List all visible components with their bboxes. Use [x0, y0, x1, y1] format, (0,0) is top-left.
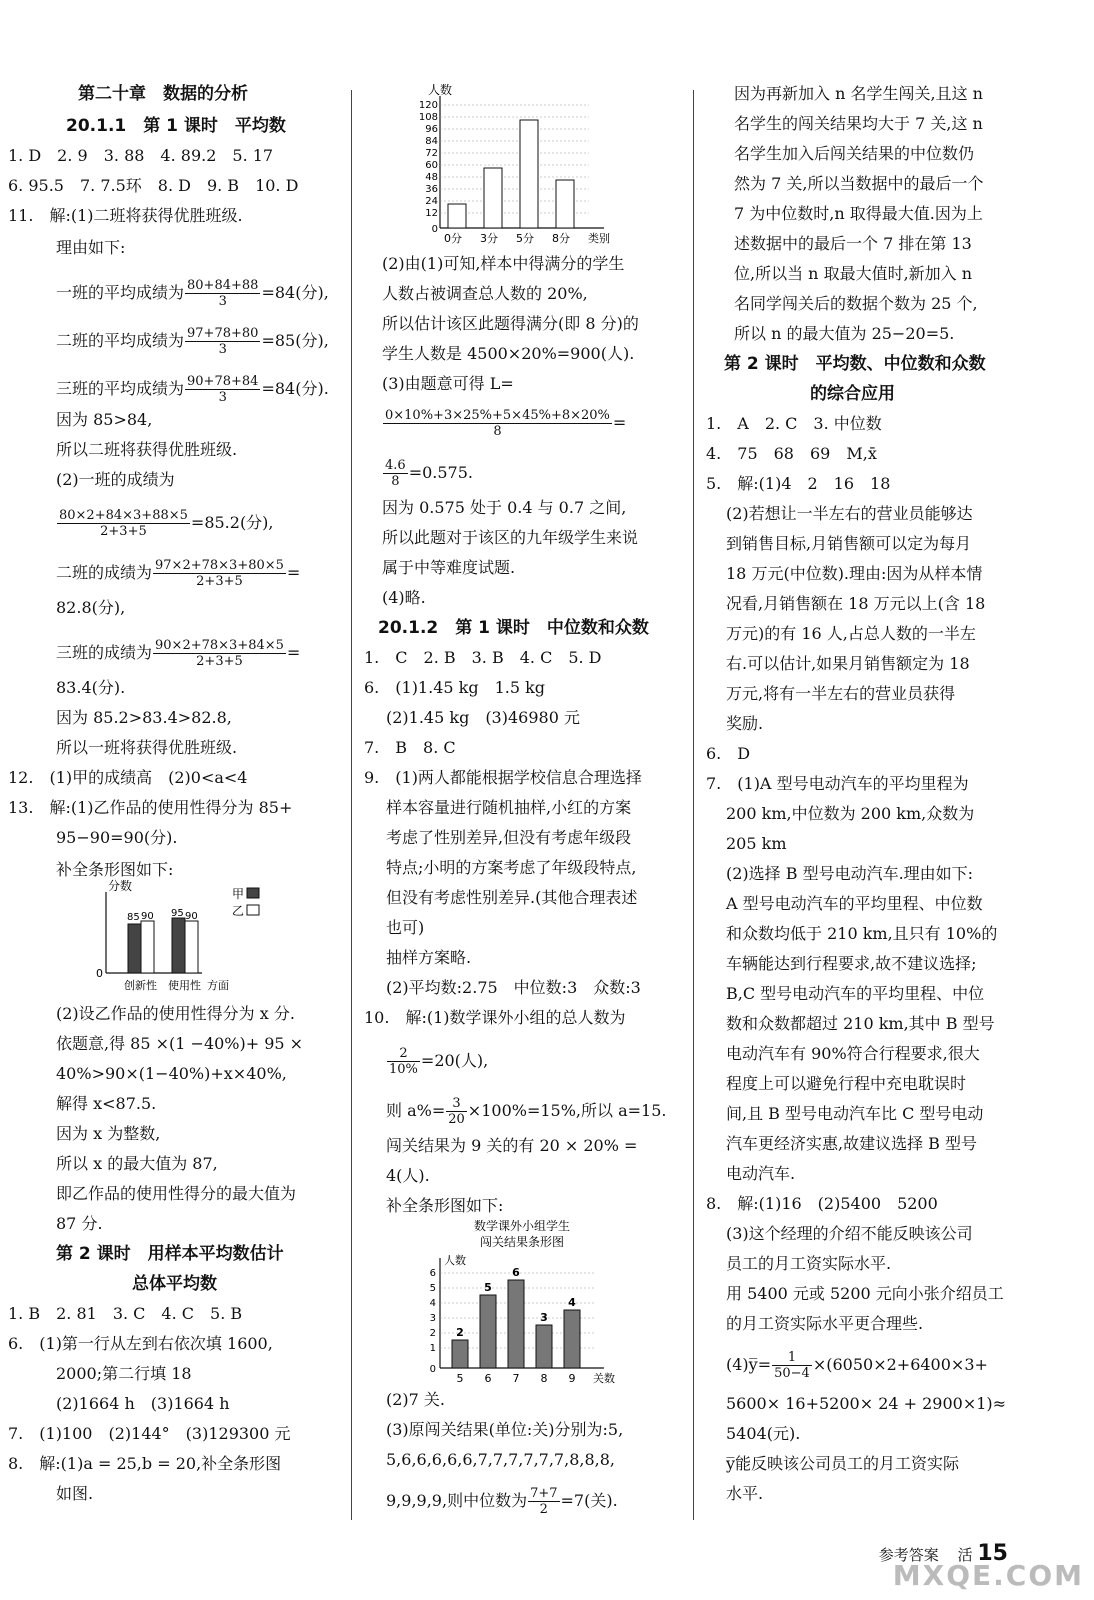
answer-line: (3)这个经理的介绍不能反映该公司: [726, 1224, 973, 1243]
answer-line: (2)7 关.: [386, 1390, 446, 1409]
answer-line: 但没有考虑性别差异.(其他合理表述: [386, 888, 638, 907]
formula-line: 三班的成绩为 $\frac{90\times 2+78\times 3+84\times 5}{2+3+5}$ =: [56, 638, 301, 669]
answer-line: 205 km: [726, 834, 787, 853]
answer-line: 右.可以估计,如果月销售额定为 18: [726, 654, 970, 673]
answer-line: 12. (1)甲的成绩高 (2)0<a<4: [8, 768, 248, 787]
bar-3: [484, 168, 502, 228]
answer-line: 因为 85.2>83.4>82.8,: [56, 708, 232, 727]
bar-label: 6: [512, 1266, 520, 1279]
category-label: 创新性: [124, 979, 157, 992]
section-title: 的综合应用: [810, 384, 895, 404]
answer-line: 2000;第二行填 18: [56, 1364, 192, 1383]
bar-label: 4: [568, 1296, 576, 1309]
answer-line: 18 万元(中位数).理由:因为从样本情: [726, 564, 983, 583]
y-tick: 2: [429, 1328, 436, 1339]
answer-line: 名学生的闯关结果均大于 7 关,这 n: [734, 114, 983, 133]
answer-line: 因为 85>84,: [56, 410, 153, 429]
answer-line: 95−90=90(分).: [56, 828, 178, 847]
answer-line: 依题意,得 85 ×(1 −40%)+ 95 ×: [56, 1034, 304, 1053]
x-tick: 5: [456, 1372, 464, 1385]
footer-tag: 活: [957, 1546, 973, 1564]
answer-line: 13. 解:(1)乙作品的使用性得分为 85+: [8, 798, 293, 817]
answer-line: 7. (1)A 型号电动汽车的平均里程为: [706, 774, 969, 793]
bar-yi-usability: [185, 921, 198, 973]
answer-line: 名同学闯关后的数据个数为 25 个,: [734, 294, 978, 313]
answer-line: 如图.: [56, 1484, 94, 1503]
answer-line: 9. (1)两人都能根据学校信息合理选择: [364, 768, 642, 787]
formula-line: 9,9,9,9,则中位数为 $\frac{7+7}{2}$ =7(关).: [386, 1486, 618, 1517]
answer-line: 位,所以当 n 取最大值时,新加入 n: [734, 264, 973, 283]
formula-line: 三班的平均成绩为 $\frac{90+78+84}{3}$ =84(分).: [56, 374, 329, 405]
answer-line: B,C 型号电动汽车的平均里程、中位: [726, 984, 985, 1003]
y-tick: 60: [425, 160, 438, 171]
answer-line: 87 分.: [56, 1214, 103, 1233]
answer-line: 样本容量进行随机抽样,小红的方案: [386, 798, 632, 817]
answer-line: 8. 解:(1)16 (2)5400 5200: [706, 1194, 938, 1213]
answer-line: 7. (1)100 (2)144° (3)129300 元: [8, 1424, 291, 1443]
bar-level-7: [508, 1280, 524, 1368]
formula-line: $\frac{4.6}{8}$ =0.575.: [385, 458, 473, 489]
answer-line: 和众数均低于 210 km,且只有 10%的: [726, 924, 998, 943]
legend-yi-swatch: [247, 905, 259, 915]
answer-line: 水平.: [726, 1484, 764, 1503]
answer-line: 述数据中的最后一个 7 排在第 13: [734, 234, 972, 253]
y-tick: 36: [425, 184, 438, 195]
footer-label: 参考答案: [878, 1546, 939, 1564]
y-tick: 1: [429, 1343, 436, 1354]
answer-line: 因为 0.575 处于 0.4 与 0.7 之间,: [382, 498, 627, 517]
answer-line: 1. B 2. 81 3. C 4. C 5. B: [8, 1304, 243, 1323]
formula-line: 二班的成绩为 $\frac{97\times 2+78\times 3+80\times 5}{2+3+5}$ =: [56, 558, 301, 589]
y-tick: 48: [425, 172, 438, 183]
chart-zero: 0: [96, 967, 103, 980]
formula-line: 二班的平均成绩为 $\frac{97+78+80}{3}$ =85(分),: [56, 326, 329, 357]
bar-label: 85: [127, 912, 140, 923]
y-tick: 4: [429, 1298, 436, 1309]
y-tick: 24: [425, 196, 438, 207]
answer-line: 5600× 16+5200× 24 + 2900×1)≈: [726, 1394, 1007, 1413]
answer-line: 间,且 B 型号电动汽车比 C 型号电动: [726, 1104, 984, 1123]
y-tick: 0: [429, 1364, 436, 1375]
bar-chart-levels: [414, 1216, 644, 1386]
answer-line: 7 为中位数时,n 取得最大值.因为上: [734, 204, 983, 223]
answer-line: 6. D: [706, 744, 751, 763]
y-tick: 5: [429, 1283, 436, 1294]
answer-line: 1. D 2. 9 3. 88 4. 89.2 5. 17: [8, 146, 274, 165]
answer-line: 8. 解:(1)a = 25,b = 20,补全条形图: [8, 1454, 282, 1473]
bar-8: [556, 180, 574, 228]
section-title: 第 2 课时 平均数、中位数和众数: [724, 354, 986, 374]
watermark: MXQE.COM: [892, 1559, 1084, 1592]
answer-line: 用 5400 元或 5200 元向小张介绍员工: [726, 1284, 1004, 1303]
bar-chart-categories: [384, 80, 634, 245]
answer-line: 也可): [386, 918, 425, 937]
category-label: 8分: [552, 232, 570, 245]
answer-line: 员工的月工资实际水平.: [726, 1254, 892, 1273]
legend-jia: 甲: [232, 887, 245, 901]
answer-line: 特点;小明的方案考虑了年级段特点,: [386, 858, 637, 877]
answer-line: (2)1.45 kg (3)46980 元: [386, 708, 580, 727]
answer-line: 到销售目标,月销售额可以定为每月: [726, 534, 972, 553]
answer-line: 82.8(分),: [56, 598, 126, 617]
column-divider-1: [351, 90, 352, 1520]
answer-line: 83.4(分).: [56, 678, 126, 697]
answer-line: 1. C 2. B 3. B 4. C 5. D: [364, 648, 602, 667]
answer-line: 程度上可以避免行程中充电耽误时: [726, 1074, 967, 1093]
answer-line: 5,6,6,6,6,6,7,7,7,7,7,7,8,8,8,: [386, 1450, 615, 1469]
answer-line: 人数占被调查总人数的 20%,: [382, 284, 588, 303]
page-number: 15: [977, 1541, 1008, 1566]
bar-level-8: [536, 1325, 552, 1368]
bar-label: 5: [484, 1281, 492, 1294]
answer-line: 所以 x 的最大值为 87,: [56, 1154, 218, 1173]
answer-line: 汽车更经济实惠,故建议选择 B 型号: [726, 1134, 978, 1153]
y-tick: 96: [425, 124, 438, 135]
y-tick: 6: [429, 1268, 436, 1279]
bar-yi-innovation: [141, 921, 154, 973]
answer-line: 40%>90×(1−40%)+x×40%,: [56, 1064, 287, 1083]
x-tick: 6: [484, 1372, 492, 1385]
answer-line: 7. B 8. C: [364, 738, 456, 757]
bar-jia-innovation: [128, 924, 141, 973]
answer-line: 6. 95.5 7. 7.5环 8. D 9. B 10. D: [8, 176, 299, 195]
answer-line: (2)平均数:2.75 中位数:3 众数:3: [386, 978, 641, 997]
answer-line: 即乙作品的使用性得分的最大值为: [56, 1184, 297, 1203]
answer-line: (3)原闯关结果(单位:关)分别为:5,: [386, 1420, 624, 1439]
category-label: 方面: [207, 979, 229, 992]
answer-line: 解得 x<87.5.: [56, 1094, 157, 1113]
answer-line: 11. 解:(1)二班将获得优胜班级.: [8, 206, 243, 225]
section-title: 20.1.2 第 1 课时 中位数和众数: [378, 618, 649, 638]
formula-line: 则 a%= $\frac{3}{20}$ ×100%=15%,所以 a=15.: [386, 1096, 667, 1127]
bar-level-5: [452, 1340, 468, 1368]
answer-line: 5. 解:(1)4 2 16 18: [706, 474, 891, 493]
answer-line: 5404(元).: [726, 1424, 801, 1443]
y-tick: 120: [418, 100, 438, 111]
bar-jia-usability: [172, 918, 185, 973]
bar-level-6: [480, 1295, 496, 1368]
answer-line: 所以 n 的最大值为 25−20=5.: [734, 324, 955, 343]
answer-line: (2)1664 h (3)1664 h: [56, 1394, 230, 1413]
section-title: 第 2 课时 用样本平均数估计: [56, 1244, 284, 1264]
answer-line: 奖励.: [726, 714, 764, 733]
bar-label: 2: [456, 1326, 464, 1339]
category-label: 使用性: [168, 979, 201, 992]
answer-line: 1. A 2. C 3. 中位数: [706, 414, 882, 433]
answer-line: (4)略.: [382, 588, 426, 607]
answer-line: y̅能反映该公司员工的月工资实际: [726, 1454, 960, 1473]
bar-label: 90: [185, 911, 198, 922]
answer-line: 补全条形图如下:: [386, 1196, 504, 1215]
section-title: 20.1.1 第 1 课时 平均数: [66, 116, 286, 136]
category-label: 3分: [480, 232, 498, 245]
answer-line: 考虑了性别差异,但没有考虑年级段: [386, 828, 632, 847]
answer-line: 所以二班将获得优胜班级.: [56, 440, 238, 459]
x-tick: 8: [540, 1372, 548, 1385]
answer-line: 然为 7 关,所以当数据中的最后一个: [734, 174, 984, 193]
answer-line: 因为再新加入 n 名学生闯关,且这 n: [734, 84, 983, 103]
answer-line: 的月工资实际水平更合理些.: [726, 1314, 924, 1333]
y-tick: 3: [429, 1313, 436, 1324]
answer-line: 所以此题对于该区的九年级学生来说: [382, 528, 639, 547]
bar-0: [448, 204, 466, 228]
answer-line: A 型号电动汽车的平均里程、中位数: [726, 894, 983, 913]
formula-line: $\frac{0\times 10\%+3\times 25\%+5\times 45\%+8\times 20\%}{8}$ =: [385, 408, 627, 439]
answer-line: 补全条形图如下:: [56, 860, 174, 879]
answer-line: 闯关结果为 9 关的有 20 × 20% =: [386, 1136, 638, 1155]
x-tick: 7: [512, 1372, 520, 1385]
answer-line: 4. 75 68 69 M,x̄: [706, 444, 877, 463]
chart-xlabel: 关数: [593, 1372, 615, 1385]
bar-label: 95: [171, 908, 184, 919]
chapter-title: 第二十章 数据的分析: [78, 84, 248, 104]
bar-level-9: [564, 1310, 580, 1368]
formula-line: $\frac{2}{10\%}$ =20(人),: [389, 1046, 489, 1077]
answer-line: 名学生加入后闯关结果的中位数仍: [734, 144, 975, 163]
section-title: 总体平均数: [132, 1274, 217, 1294]
answer-line: 因为 x 为整数,: [56, 1124, 161, 1143]
answer-line: 10. 解:(1)数学课外小组的总人数为: [364, 1008, 626, 1027]
bar-label: 3: [540, 1311, 548, 1324]
x-tick: 9: [568, 1372, 576, 1385]
y-tick: 12: [425, 208, 438, 219]
answer-line: 万元,将有一半左右的营业员获得: [726, 684, 956, 703]
legend-yi: 乙: [232, 904, 245, 918]
answer-line: (2)一班的成绩为: [56, 470, 175, 489]
chart-title: 闯关结果条形图: [479, 1235, 565, 1249]
y-tick: 72: [425, 148, 438, 159]
answer-line: 电动汽车.: [726, 1164, 796, 1183]
answer-line: 电动汽车有 90%符合行程要求,很大: [726, 1044, 980, 1063]
chart-xlabel: 类别: [588, 232, 610, 245]
answer-line: 抽样方案略.: [386, 948, 472, 967]
chart-title: 数学课外小组学生: [473, 1219, 571, 1233]
answer-line: 6. (1)第一行从左到右依次填 1600,: [8, 1334, 273, 1353]
answer-line: 学生人数是 4500×20%=900(人).: [382, 344, 635, 363]
answer-line: 数和众数都超过 210 km,其中 B 型号: [726, 1014, 995, 1033]
chart-ylabel: 人数: [428, 83, 453, 97]
bar-label: 90: [141, 911, 154, 922]
answer-line: 4(人).: [386, 1166, 430, 1185]
answer-line: (2)由(1)可知,样本中得满分的学生: [382, 254, 625, 273]
y-tick: 108: [418, 112, 438, 123]
answer-line: 万元)的有 16 人,占总人数的一半左: [726, 624, 976, 643]
category-label: 5分: [516, 232, 534, 245]
answer-line: 况看,月销售额在 18 万元以上(含 18: [726, 594, 986, 613]
answer-line: (2)若想让一半左右的营业员能够达: [726, 504, 973, 523]
answer-line: 200 km,中位数为 200 km,众数为: [726, 804, 975, 823]
formula-line: $\frac{80\times 2+84\times 3+88\times 5}{2+3+5}$ =85.2(分),: [59, 508, 274, 539]
chart-ylabel: 分数: [108, 879, 133, 893]
legend-jia-swatch: [247, 888, 259, 898]
answer-line: 所以一班将获得优胜班级.: [56, 738, 238, 757]
answer-line: 车辆能达到行程要求,故不建议选择;: [726, 954, 977, 973]
answer-line: 理由如下:: [56, 238, 126, 257]
y-tick: 84: [425, 136, 438, 147]
formula-line: (4)y̅= $\frac{1}{50-4}$ ×(6050×2+6400×3+: [726, 1350, 988, 1381]
category-label: 0分: [444, 232, 462, 245]
y-tick: 0: [431, 224, 438, 235]
answer-line: (3)由题意可得 L=: [382, 374, 514, 393]
formula-line: 一班的平均成绩为 $\frac{80+84+88}{3}$ =84(分),: [56, 278, 329, 309]
bar-5: [520, 120, 538, 228]
answer-line: 所以估计该区此题得满分(即 8 分)的: [382, 314, 639, 333]
answer-line: (2)选择 B 型号电动汽车.理由如下:: [726, 864, 974, 883]
answer-line: (2)设乙作品的使用性得分为 x 分.: [56, 1004, 295, 1023]
answer-line: 6. (1)1.45 kg 1.5 kg: [364, 678, 546, 697]
chart-ylabel: 人数: [444, 1254, 466, 1267]
answer-line: 属于中等难度试题.: [382, 558, 516, 577]
bar-chart-scores: [70, 878, 270, 1003]
column-divider-2: [693, 90, 694, 1520]
